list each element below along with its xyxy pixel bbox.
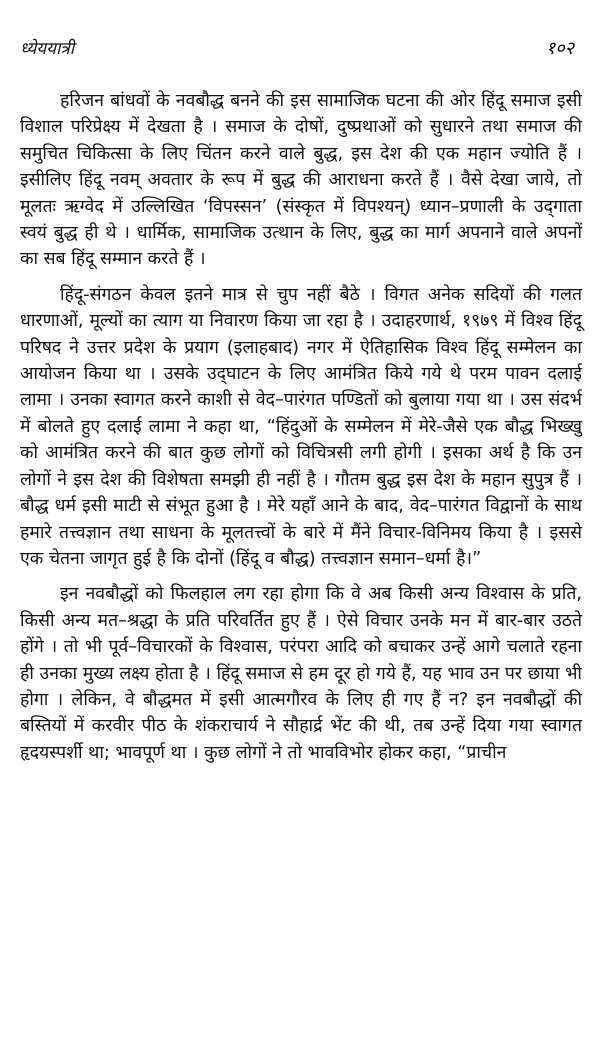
paragraph-1: हरिजन बांधवों के नवबौद्ध बनने की इस सामाजिक घटना की ओर हिंदू समाज इसी विशाल परिप्रेक्ष्य में देखता है । समाज के दोषों, दुष्प्रथाओं को सुधारने तथा समाज की समुचित चिकित्सा के लिए चिंतन करने वाले बुद्ध, इस देश की एक महान ज्योति हैं । इसीलिए हिंदू नवम् अवतार के रूप में बुद्ध की आराधना करते हैं । वैसे देखा जाये, तो मूलतः ऋग्वेद में उल्लिखित ‘विपस्सन’ (संस्कृत में विपश्यन्) ध्यान–प्रणाली के उद्‌गाता स्वयं बुद्ध ही थे । धार्मिक, सामाजिक उत्थान के लिए, बुद्ध का मार्ग अपनाने वाले अपनों का सब हिंदू सम्मान करते हैं । bbox=[20, 91, 582, 270]
paragraph-3: इन नवबौद्धों को फिलहाल लग रहा होगा कि वे अब किसी अन्य विश्वास के प्रति, किसी अन्य मत–श्रद्धा के प्रति परिवर्तित हुए हैं । ऐसे विचार उनके मन में बार-बार उठते होंगे । तो भी पूर्व–विचारकों के विश्वास, परंपरा आदि को बचाकर उन्हें आगे चलाते रहना ही उनका मुख्य लक्ष्य होता है । हिंदू समाज से हम दूर हो गये हैं, यह भाव उन पर छाया भी होगा । लेकिन, वे बौद्धमत में इसी आत्मगौरव के लिए ही गए हैं न? इन नवबौद्धों की बस्तियों में करवीर पीठ के शंकराचार्य ने सौहार्द्र भेंट की थी, तब उन्हें दिया गया स्वागत हृदयस्पर्शी था; भावपूर्ण था । कुछ लोगों ने तो भावविभोर होकर कहा, “प्राचीन bbox=[20, 584, 582, 763]
body-text bbox=[20, 88, 582, 775]
page-number: १०२ bbox=[545, 38, 574, 59]
paragraph-2: हिंदू-संगठन केवल इतने मात्र से चुप नहीं बैठे । विगत अनेक सदियों की गलत धारणाओं, मूल्यों का त्याग या निवारण किया जा रहा है । उदाहरणार्थ, १९७९ में विश्व हिंदू परिषद ने उत्तर प्रदेश के प्रयाग (इलाहबाद) नगर में ऐतिहासिक विश्व हिंदू सम्मेलन का आयोजन किया था । उसके उद्‌घाटन के लिए आमंत्रित किये गये थे परम पावन दलाई लामा । उनका स्वागत करने काशी से वेद–पारंगत पण्डितों को बुलाया गया था । उस संदर्भ में बोलते हुए दलाई लामा ने कहा था, “हिंदुओं के सम्मेलन में मेरे-जैसे एक बौद्ध भिख्खु को आमंत्रित करने की बात कुछ लोगों को विचित्रसी लगी होगी । इसका अर्थ है कि उन लोगों ने इस देश की विशेषता समझी ही नहीं है । गौतम बुद्ध इस देश के महान सुपुत्र हैं । बौद्ध धर्म इसी माटी से संभूत हुआ है । मेरे यहाँ आने के बाद, वेद–पारंगत विद्वानों के साथ हमारे तत्त्वज्ञान तथा साधना के मूलतत्त्वों के बारे में मैंने विचार-विनिमय किया है । इससे एक चेतना जागृत हुई है कि दोनों (हिंदू व बौद्ध) तत्त्वज्ञान समान–धर्मा है।” bbox=[20, 284, 582, 569]
running-title: ध्येययात्री bbox=[20, 39, 75, 59]
